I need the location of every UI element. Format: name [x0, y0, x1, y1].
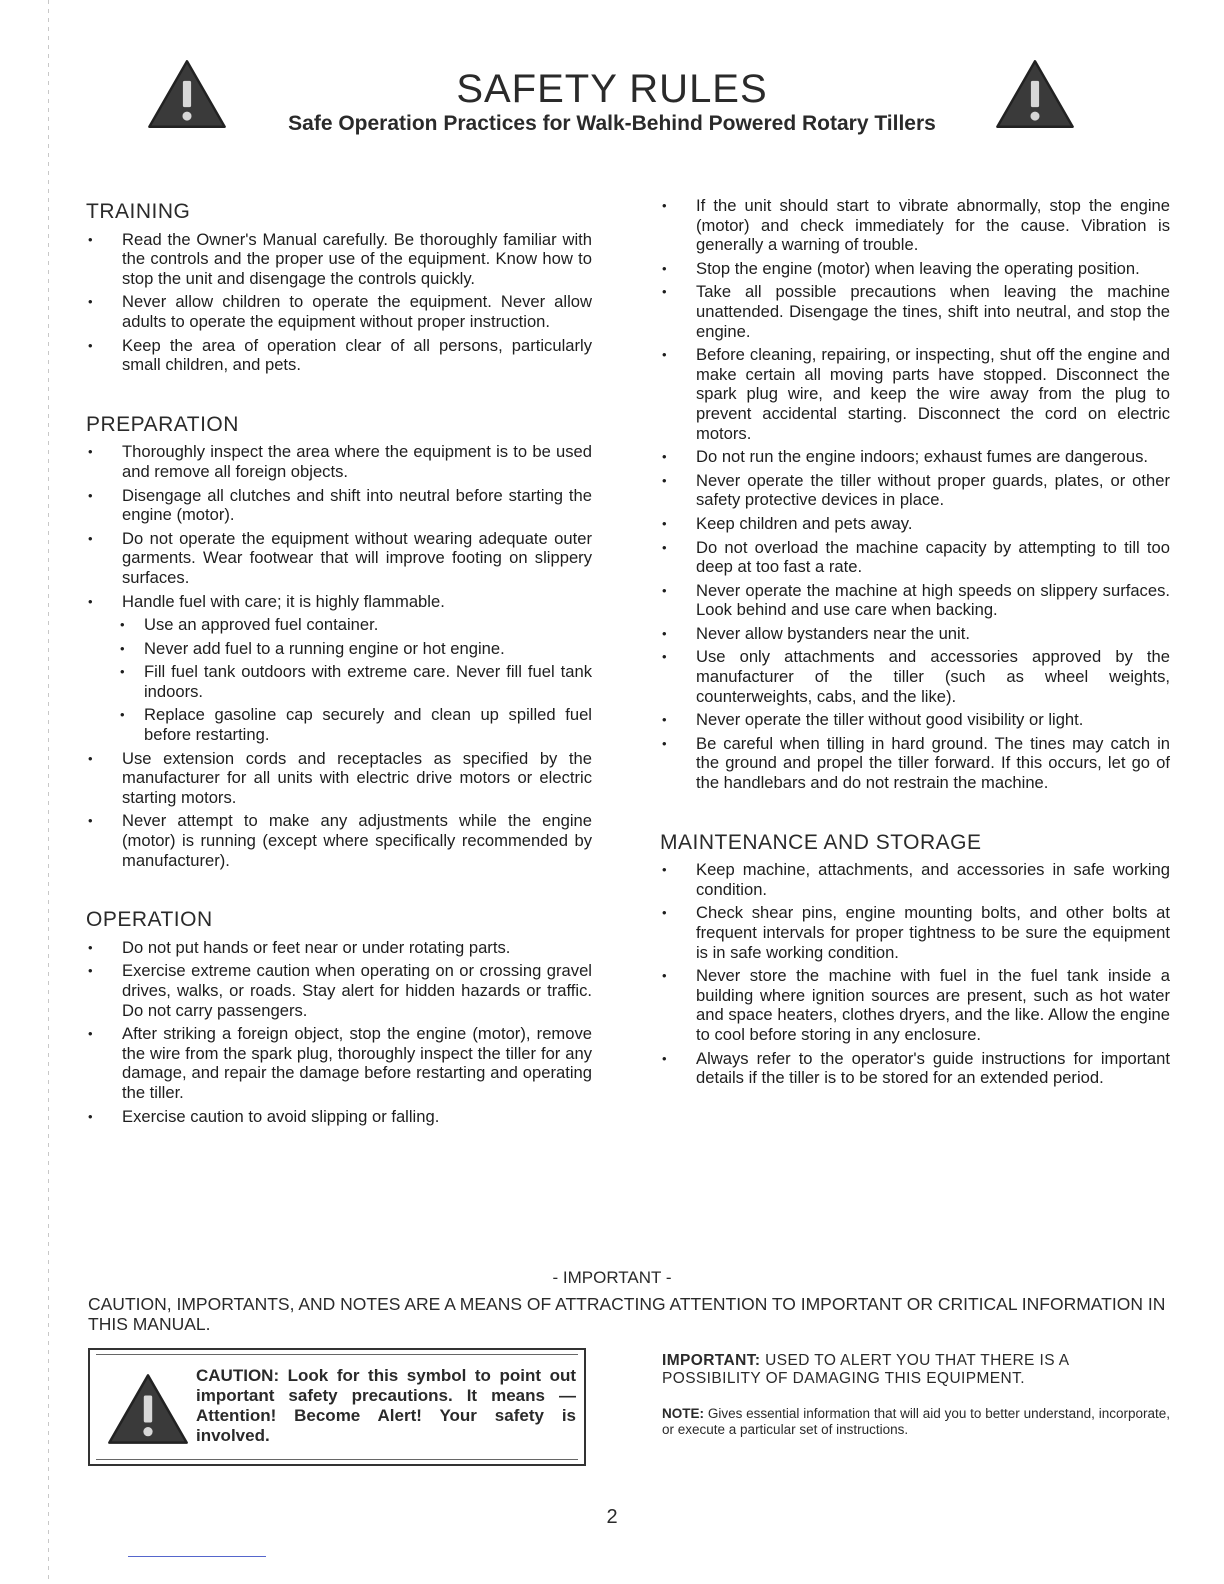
sub-list-item: • Never add fuel to a running engine or hot engine.	[86, 639, 592, 659]
maintenance-list	[660, 860, 1170, 1088]
training-list	[86, 230, 592, 375]
important-note	[662, 1352, 1170, 1388]
list-item: • Do not operate the equipment without wearing adequate outer garments. Wear footwear that will improve footing on slippery surfaces.	[86, 529, 592, 588]
right-column	[660, 196, 1170, 1092]
important-heading: - IMPORTANT -	[552, 1268, 672, 1287]
footer-line	[128, 1556, 266, 1557]
warning-triangle-icon	[106, 1372, 190, 1446]
important-note-text: USED TO ALERT YOU THAT THERE IS A POSSIBILITY OF DAMAGING THIS EQUIPMENT.	[662, 1352, 1069, 1387]
page-subtitle: Safe Operation Practices for Walk-Behind Powered Rotary Tillers	[288, 112, 936, 135]
list-item: • After striking a foreign object, stop the engine (motor), remove the wire from the spark plug, thoroughly inspect the tiller for any damage, and repair the damage before restarting and operating the tiller.	[86, 1024, 592, 1102]
sub-list-item: • Replace gasoline cap securely and clean up spilled fuel before restarting.	[86, 705, 592, 744]
list-item: • Be careful when tilling in hard ground. The tines may catch in the ground and propel the tiller forward. If this occurs, let go of the handlebars and do not restrain the machine.	[660, 734, 1170, 793]
list-item: • Never store the machine with fuel in the fuel tank inside a building where ignition sources are present, such as hot water and space heaters, clothes dryers, and the like. Allow the engine to cool before storing in any enclosure.	[660, 966, 1170, 1044]
list-item: • Never operate the machine at high speeds on slippery surfaces. Look behind and use care when backing.	[660, 581, 1170, 620]
list-item: • If the unit should start to vibrate abnormally, stop the engine (motor) and check immediately for the cause. Vibration is generally a warning of trouble.	[660, 196, 1170, 255]
list-item: • Always refer to the operator's guide instructions for important details if the tiller is to be stored for an extended period.	[660, 1049, 1170, 1088]
note-text: Gives essential information that will aid you to better understand, incorporate, or execute a particular set of instructions.	[662, 1406, 1170, 1437]
caution-box	[88, 1348, 586, 1466]
list-item: • Thoroughly inspect the area where the equipment is to be used and remove all foreign objects.	[86, 442, 592, 481]
section-heading-maintenance: MAINTENANCE AND STORAGE	[660, 830, 982, 854]
list-item: • Never operate the tiller without good visibility or light.	[660, 710, 1170, 730]
preparation-list	[86, 442, 592, 870]
section-heading-training: TRAINING	[86, 200, 191, 223]
list-item: • Never operate the tiller without proper guards, plates, or other safety protective devices in place.	[660, 471, 1170, 510]
operation-continued-list	[660, 196, 1170, 793]
section-heading-operation: OPERATION	[86, 908, 213, 932]
sub-list-item: • Fill fuel tank outdoors with extreme care. Never fill fuel tank indoors.	[86, 662, 592, 701]
section-heading-preparation: PREPARATION	[86, 412, 239, 436]
list-item: • Use extension cords and receptacles as specified by the manufacturer for all units with electric drive motors or electric starting motors.	[86, 749, 592, 808]
list-item: • Do not overload the machine capacity by attempting to till too deep at too fast a rate.	[660, 538, 1170, 577]
list-item: • Before cleaning, repairing, or inspecting, shut off the engine and make certain all moving parts have stopped. Disconnect the spark plug wire, and keep the wire away from the plug to prevent accidental starting. Disconnect the cord on electric motors.	[660, 345, 1170, 443]
operation-list	[86, 938, 592, 1126]
list-item: • Exercise extreme caution when operating on or crossing gravel drives, walks, or roads. Stay alert for hidden hazards or traffic. Do not carry passengers.	[86, 961, 592, 1020]
list-item: • Read the Owner's Manual carefully. Be thoroughly familiar with the controls and the proper use of the equipment. Know how to stop the unit and disengage the controls quickly.	[86, 230, 592, 289]
list-item: • Never allow bystanders near the unit.	[660, 624, 1170, 644]
warning-triangle-icon	[146, 58, 228, 130]
margin-rule	[48, 0, 49, 1584]
important-label: IMPORTANT:	[662, 1352, 761, 1369]
list-item: • Use only attachments and accessories approved by the manufacturer of the tiller (such as wheel weights, counterweights, cabs, and the like).	[660, 647, 1170, 706]
warning-triangle-icon	[994, 58, 1076, 130]
list-item: • Do not put hands or feet near or under rotating parts.	[86, 938, 592, 958]
note	[662, 1406, 1170, 1438]
note-label: NOTE:	[662, 1406, 704, 1421]
list-item: • Keep machine, attachments, and accessories in safe working condition.	[660, 860, 1170, 899]
list-item: • Never allow children to operate the equipment. Never allow adults to operate the equipment without proper instruction.	[86, 292, 592, 331]
list-item: • Handle fuel with care; it is highly flammable.	[86, 592, 592, 612]
important-text: CAUTION, IMPORTANTS, AND NOTES ARE A MEANS OF ATTRACTING ATTENTION TO IMPORTANT OR CRITICAL INFORMATION IN THIS MANUAL.	[88, 1294, 1166, 1334]
list-item: • Exercise caution to avoid slipping or falling.	[86, 1107, 592, 1127]
list-item: • Stop the engine (motor) when leaving the operating position.	[660, 259, 1170, 279]
left-column	[86, 196, 592, 1130]
sub-list-item: • Use an approved fuel container.	[86, 615, 592, 635]
list-item: • Keep children and pets away.	[660, 514, 1170, 534]
list-item: • Never attempt to make any adjustments while the engine (motor) is running (except where specifically recommended by manufacturer).	[86, 811, 592, 870]
list-item: • Keep the area of operation clear of all persons, particularly small children, and pets.	[86, 336, 592, 375]
page-number: 2	[606, 1506, 618, 1528]
list-item: • Take all possible precautions when leaving the machine unattended. Disengage the tines, shift into neutral, and stop the engine.	[660, 282, 1170, 341]
list-item: • Check shear pins, engine mounting bolts, and other bolts at frequent intervals for proper tightness to be sure the equipment is in safe working condition.	[660, 903, 1170, 962]
caution-text: CAUTION: Look for this symbol to point out important safety precautions. It means —Attention! Become Alert! Your safety is involved.	[196, 1366, 576, 1445]
list-item: • Disengage all clutches and shift into neutral before starting the engine (motor).	[86, 486, 592, 525]
notes-block	[662, 1352, 1170, 1438]
list-item: • Do not run the engine indoors; exhaust fumes are dangerous.	[660, 447, 1170, 467]
page-title: SAFETY RULES	[456, 67, 768, 111]
